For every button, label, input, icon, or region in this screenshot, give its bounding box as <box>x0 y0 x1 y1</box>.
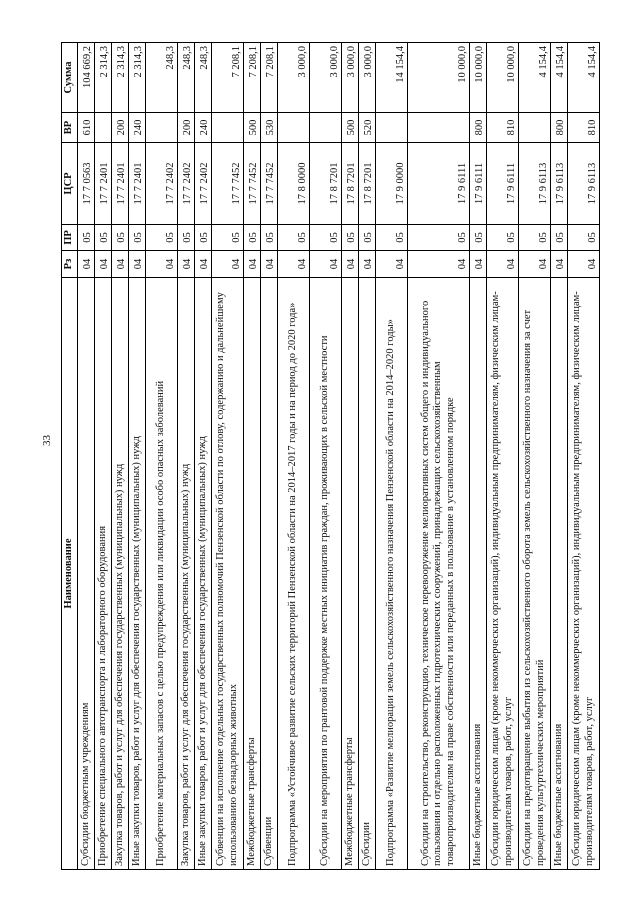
cell-rz: 04 <box>519 251 551 278</box>
cell-rz: 04 <box>568 251 600 278</box>
cell-rz: 04 <box>244 251 261 278</box>
table-row <box>146 43 178 870</box>
table-row <box>112 43 129 870</box>
cell-sum: 248,3 <box>178 43 195 113</box>
cell-name: Субвенции <box>261 278 278 870</box>
cell-sum: 2 314,3 <box>95 43 112 113</box>
cell-pr: 05 <box>112 225 129 251</box>
cell-sum: 2 314,3 <box>129 43 146 113</box>
cell-csr: 17 9 6111 <box>487 143 519 225</box>
cell-name: Субсидии юридическим лицам (кроме некоммерческих организаций), индивидуальным предпринимателям, физическим лицам-производителям товаров, работ, услуг <box>568 278 600 870</box>
cell-rz: 04 <box>342 251 359 278</box>
cell-sum: 10 000,0 <box>408 43 470 113</box>
cell-rz: 04 <box>195 251 212 278</box>
cell-name: Субсидии <box>359 278 376 870</box>
cell-vr: 520 <box>359 113 376 143</box>
header-rz: Рз <box>62 251 78 278</box>
table-row <box>359 43 376 870</box>
cell-vr: 500 <box>244 113 261 143</box>
cell-name: Субвенции на исполнение отдельных государственных полномочий Пензенской области по отлову, содержанию и дальнейшему использованию безнадзорных животных <box>212 278 244 870</box>
cell-csr: 17 8 7201 <box>310 143 342 225</box>
cell-csr: 17 7 2402 <box>195 143 212 225</box>
cell-csr: 17 8 0000 <box>278 143 310 225</box>
cell-vr: 240 <box>129 113 146 143</box>
cell-csr: 17 7 2402 <box>178 143 195 225</box>
cell-sum: 7 208,1 <box>212 43 244 113</box>
cell-rz: 04 <box>129 251 146 278</box>
cell-name: Подпрограмма «Развитие мелиорации земель сельскохозяйственного назначения Пензенской области на 2014–2020 годы» <box>376 278 408 870</box>
cell-pr: 05 <box>78 225 95 251</box>
cell-vr <box>278 113 310 143</box>
cell-pr: 05 <box>470 225 487 251</box>
table-row <box>487 43 519 870</box>
cell-sum: 7 208,1 <box>244 43 261 113</box>
cell-pr: 05 <box>95 225 112 251</box>
cell-name: Субсидии на строительство, реконструкцию, техническое перевооружение мелиоративных систем общего и индивидуального пользования и отдельно расположенных гидротехнических сооружений, принадлежащих сельскохозяйственным товаропроизводителям на праве собственности или переданных в пользование в установленном порядке <box>408 278 470 870</box>
table-row <box>470 43 487 870</box>
cell-rz: 04 <box>261 251 278 278</box>
cell-sum: 14 154,4 <box>376 43 408 113</box>
cell-sum: 104 669,2 <box>78 43 95 113</box>
cell-rz: 04 <box>212 251 244 278</box>
cell-vr: 200 <box>178 113 195 143</box>
budget-table <box>61 42 600 870</box>
cell-pr: 05 <box>408 225 470 251</box>
cell-name: Иные бюджетные ассигнования <box>551 278 568 870</box>
table-row <box>278 43 310 870</box>
table-row <box>568 43 600 870</box>
cell-csr: 17 7 0563 <box>78 143 95 225</box>
cell-pr: 05 <box>212 225 244 251</box>
cell-pr: 05 <box>359 225 376 251</box>
cell-csr: 17 9 0000 <box>376 143 408 225</box>
cell-rz: 04 <box>408 251 470 278</box>
cell-vr: 810 <box>568 113 600 143</box>
cell-rz: 04 <box>310 251 342 278</box>
table-row <box>78 43 95 870</box>
cell-pr: 05 <box>342 225 359 251</box>
cell-vr: 810 <box>487 113 519 143</box>
cell-name: Подпрограмма «Устойчивое развитие сельских территорий Пензенской области на 2014–2017 годы и на период до 2020 года» <box>278 278 310 870</box>
cell-sum: 4 154,4 <box>519 43 551 113</box>
cell-csr: 17 9 6111 <box>470 143 487 225</box>
cell-csr: 17 9 6113 <box>519 143 551 225</box>
header-vr: ВР <box>62 113 78 143</box>
cell-sum: 248,3 <box>146 43 178 113</box>
cell-rz: 04 <box>278 251 310 278</box>
table-row <box>95 43 112 870</box>
cell-pr: 05 <box>310 225 342 251</box>
cell-vr <box>408 113 470 143</box>
cell-pr: 05 <box>487 225 519 251</box>
table-row <box>408 43 470 870</box>
cell-csr: 17 9 6113 <box>551 143 568 225</box>
cell-rz: 04 <box>470 251 487 278</box>
cell-name: Субсидии юридическим лицам (кроме некоммерческих организаций), индивидуальным предпринимателям, физическим лицам-производителям товаров, работ, услуг <box>487 278 519 870</box>
cell-csr: 17 8 7201 <box>342 143 359 225</box>
header-name: Наименование <box>62 278 78 870</box>
cell-sum: 2 314,3 <box>112 43 129 113</box>
cell-vr: 240 <box>195 113 212 143</box>
cell-sum: 10 000,0 <box>487 43 519 113</box>
cell-rz: 04 <box>95 251 112 278</box>
cell-name: Межбюджетные трансферты <box>244 278 261 870</box>
header-csr: ЦСР <box>62 143 78 225</box>
cell-name: Закупка товаров, работ и услуг для обеспечения государственных (муниципальных) нужд <box>178 278 195 870</box>
cell-pr: 05 <box>129 225 146 251</box>
cell-vr: 610 <box>78 113 95 143</box>
cell-pr: 05 <box>261 225 278 251</box>
table-row <box>195 43 212 870</box>
cell-csr: 17 7 2402 <box>146 143 178 225</box>
cell-csr: 17 7 2401 <box>112 143 129 225</box>
cell-sum: 248,3 <box>195 43 212 113</box>
cell-vr <box>519 113 551 143</box>
table-row <box>310 43 342 870</box>
cell-name: Приобретение специального автотранспорта и лабораторного оборудования <box>95 278 112 870</box>
cell-csr: 17 7 7452 <box>212 143 244 225</box>
cell-name: Приобретение материальных запасов с целью предупреждения или ликвидации особо опасных заболеваний <box>146 278 178 870</box>
cell-pr: 05 <box>376 225 408 251</box>
cell-sum: 7 208,1 <box>261 43 278 113</box>
cell-rz: 04 <box>359 251 376 278</box>
cell-csr: 17 7 2401 <box>95 143 112 225</box>
cell-rz: 04 <box>551 251 568 278</box>
cell-name: Иные закупки товаров, работ и услуг для обеспечения государственных (муниципальных) нужд <box>129 278 146 870</box>
cell-name: Межбюджетные трансферты <box>342 278 359 870</box>
cell-vr: 800 <box>551 113 568 143</box>
header-pr: ПР <box>62 225 78 251</box>
cell-name: Иные бюджетные ассигнования <box>470 278 487 870</box>
cell-pr: 05 <box>244 225 261 251</box>
cell-sum: 3 000,0 <box>278 43 310 113</box>
header-sum: Сумма <box>62 43 78 113</box>
cell-vr: 500 <box>342 113 359 143</box>
cell-vr <box>146 113 178 143</box>
cell-vr <box>95 113 112 143</box>
cell-vr <box>212 113 244 143</box>
cell-name: Закупка товаров, работ и услуг для обеспечения государственных (муниципальных) нужд <box>112 278 129 870</box>
cell-csr: 17 9 6113 <box>568 143 600 225</box>
cell-pr: 05 <box>195 225 212 251</box>
cell-name: Субсидии на мероприятия по грантовой поддержке местных инициатив граждан, проживающих в сельской местности <box>310 278 342 870</box>
rotated-page-content <box>61 43 598 870</box>
cell-vr <box>376 113 408 143</box>
cell-vr: 530 <box>261 113 278 143</box>
cell-csr: 17 8 7201 <box>359 143 376 225</box>
table-row <box>376 43 408 870</box>
cell-sum: 10 000,0 <box>470 43 487 113</box>
table-row <box>178 43 195 870</box>
cell-csr: 17 7 7452 <box>244 143 261 225</box>
table-row <box>212 43 244 870</box>
cell-name: Субсидии на предотвращение выбытия из сельскохозяйственного оборота земель сельскохозяйственного назначения за счет проведения культуртехнических мероприятий <box>519 278 551 870</box>
cell-name: Иные закупки товаров, работ и услуг для обеспечения государственных (муниципальных) нужд <box>195 278 212 870</box>
page-number: 33 <box>41 435 53 446</box>
cell-rz: 04 <box>487 251 519 278</box>
cell-pr: 05 <box>146 225 178 251</box>
cell-vr: 200 <box>112 113 129 143</box>
cell-csr: 17 7 7452 <box>261 143 278 225</box>
cell-pr: 05 <box>551 225 568 251</box>
cell-rz: 04 <box>112 251 129 278</box>
cell-sum: 4 154,4 <box>551 43 568 113</box>
table-header-row <box>62 43 78 870</box>
cell-pr: 05 <box>568 225 600 251</box>
table-row <box>129 43 146 870</box>
cell-rz: 04 <box>376 251 408 278</box>
cell-sum: 3 000,0 <box>342 43 359 113</box>
cell-pr: 05 <box>178 225 195 251</box>
cell-vr: 800 <box>470 113 487 143</box>
cell-pr: 05 <box>278 225 310 251</box>
table-row <box>261 43 278 870</box>
cell-sum: 3 000,0 <box>310 43 342 113</box>
table-row <box>551 43 568 870</box>
cell-sum: 4 154,4 <box>568 43 600 113</box>
cell-rz: 04 <box>178 251 195 278</box>
cell-sum: 3 000,0 <box>359 43 376 113</box>
table-row <box>342 43 359 870</box>
cell-csr: 17 7 2401 <box>129 143 146 225</box>
table-row <box>519 43 551 870</box>
cell-vr <box>310 113 342 143</box>
cell-rz: 04 <box>78 251 95 278</box>
cell-rz: 04 <box>146 251 178 278</box>
cell-pr: 05 <box>519 225 551 251</box>
table-row <box>244 43 261 870</box>
cell-csr: 17 9 6111 <box>408 143 470 225</box>
cell-name: Субсидии бюджетным учреждениям <box>78 278 95 870</box>
